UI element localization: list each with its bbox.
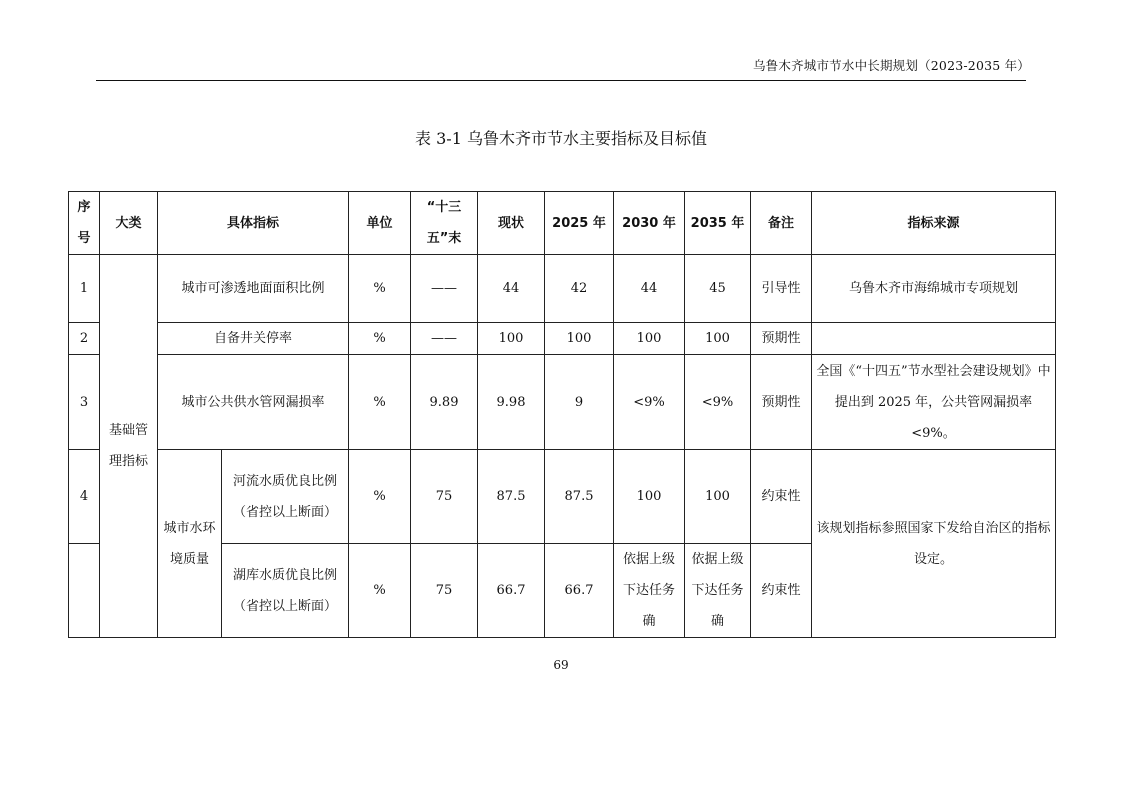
y2035-cell: 100 bbox=[685, 323, 751, 355]
note-cell: 预期性 bbox=[751, 355, 812, 450]
subcategory-cell: 城市水环境质量 bbox=[158, 450, 222, 638]
y2025-cell: 87.5 bbox=[545, 450, 614, 544]
source-cell: 乌鲁木齐市海绵城市专项规划 bbox=[812, 255, 1056, 323]
y2025-cell: 100 bbox=[545, 323, 614, 355]
y2035-cell: 依据上级下达任务确 bbox=[685, 544, 751, 638]
indicator-cell: 河流水质优良比例（省控以上断面） bbox=[222, 450, 349, 544]
unit-cell: % bbox=[349, 355, 411, 450]
note-cell: 引导性 bbox=[751, 255, 812, 323]
current-cell: 87.5 bbox=[478, 450, 545, 544]
category-cell: 基础管理指标 bbox=[100, 255, 158, 638]
col-header-category: 大类 bbox=[100, 192, 158, 255]
y2030-cell: 依据上级下达任务确 bbox=[614, 544, 685, 638]
note-cell: 约束性 bbox=[751, 544, 812, 638]
col-header-seq: 序号 bbox=[69, 192, 100, 255]
col-header-current: 现状 bbox=[478, 192, 545, 255]
y2030-cell: <9% bbox=[614, 355, 685, 450]
y2025-cell: 66.7 bbox=[545, 544, 614, 638]
header-divider bbox=[96, 80, 1026, 81]
indicator-cell: 湖库水质优良比例（省控以上断面） bbox=[222, 544, 349, 638]
table-header-row bbox=[69, 192, 1056, 255]
col-header-source: 指标来源 bbox=[812, 192, 1056, 255]
note-cell: 约束性 bbox=[751, 450, 812, 544]
indicator-cell: 自备井关停率 bbox=[158, 323, 349, 355]
col-header-2025: 2025 年 bbox=[545, 192, 614, 255]
plan13-cell: —— bbox=[411, 323, 478, 355]
plan13-cell: 75 bbox=[411, 544, 478, 638]
row-seq: 4 bbox=[69, 450, 100, 544]
source-cell-shared: 该规划指标参照国家下发给自治区的指标设定。 bbox=[812, 450, 1056, 638]
source-cell bbox=[812, 323, 1056, 355]
table-row bbox=[69, 355, 1056, 450]
row-seq bbox=[69, 544, 100, 638]
table-row bbox=[69, 450, 1056, 544]
col-header-note: 备注 bbox=[751, 192, 812, 255]
col-header-plan13: “十三五”末 bbox=[411, 192, 478, 255]
running-header: 乌鲁木齐城市节水中长期规划（2023-2035 年） bbox=[752, 58, 1030, 73]
col-header-2030: 2030 年 bbox=[614, 192, 685, 255]
page-number: 69 bbox=[553, 658, 569, 672]
plan13-cell: 9.89 bbox=[411, 355, 478, 450]
table-caption: 表 3-1 乌鲁木齐市节水主要指标及目标值 bbox=[415, 129, 707, 148]
y2035-cell: 100 bbox=[685, 450, 751, 544]
y2030-cell: 44 bbox=[614, 255, 685, 323]
plan13-cell: —— bbox=[411, 255, 478, 323]
plan13-cell: 75 bbox=[411, 450, 478, 544]
note-cell: 预期性 bbox=[751, 323, 812, 355]
current-cell: 100 bbox=[478, 323, 545, 355]
y2035-cell: <9% bbox=[685, 355, 751, 450]
y2035-cell: 45 bbox=[685, 255, 751, 323]
source-cell: 全国《“十四五”节水型社会建设规划》中提出到 2025 年，公共管网漏损率<9%。 bbox=[812, 355, 1056, 450]
current-cell: 66.7 bbox=[478, 544, 545, 638]
indicator-table bbox=[68, 191, 1056, 638]
y2030-cell: 100 bbox=[614, 450, 685, 544]
table-row bbox=[69, 255, 1056, 323]
y2030-cell: 100 bbox=[614, 323, 685, 355]
unit-cell: % bbox=[349, 450, 411, 544]
col-header-indicator: 具体指标 bbox=[158, 192, 349, 255]
col-header-2035: 2035 年 bbox=[685, 192, 751, 255]
indicator-cell: 城市可渗透地面面积比例 bbox=[158, 255, 349, 323]
current-cell: 9.98 bbox=[478, 355, 545, 450]
unit-cell: % bbox=[349, 255, 411, 323]
col-header-unit: 单位 bbox=[349, 192, 411, 255]
unit-cell: % bbox=[349, 323, 411, 355]
indicator-cell: 城市公共供水管网漏损率 bbox=[158, 355, 349, 450]
current-cell: 44 bbox=[478, 255, 545, 323]
row-seq: 1 bbox=[69, 255, 100, 323]
y2025-cell: 9 bbox=[545, 355, 614, 450]
table-row bbox=[69, 323, 1056, 355]
y2025-cell: 42 bbox=[545, 255, 614, 323]
row-seq: 2 bbox=[69, 323, 100, 355]
unit-cell: % bbox=[349, 544, 411, 638]
row-seq: 3 bbox=[69, 355, 100, 450]
